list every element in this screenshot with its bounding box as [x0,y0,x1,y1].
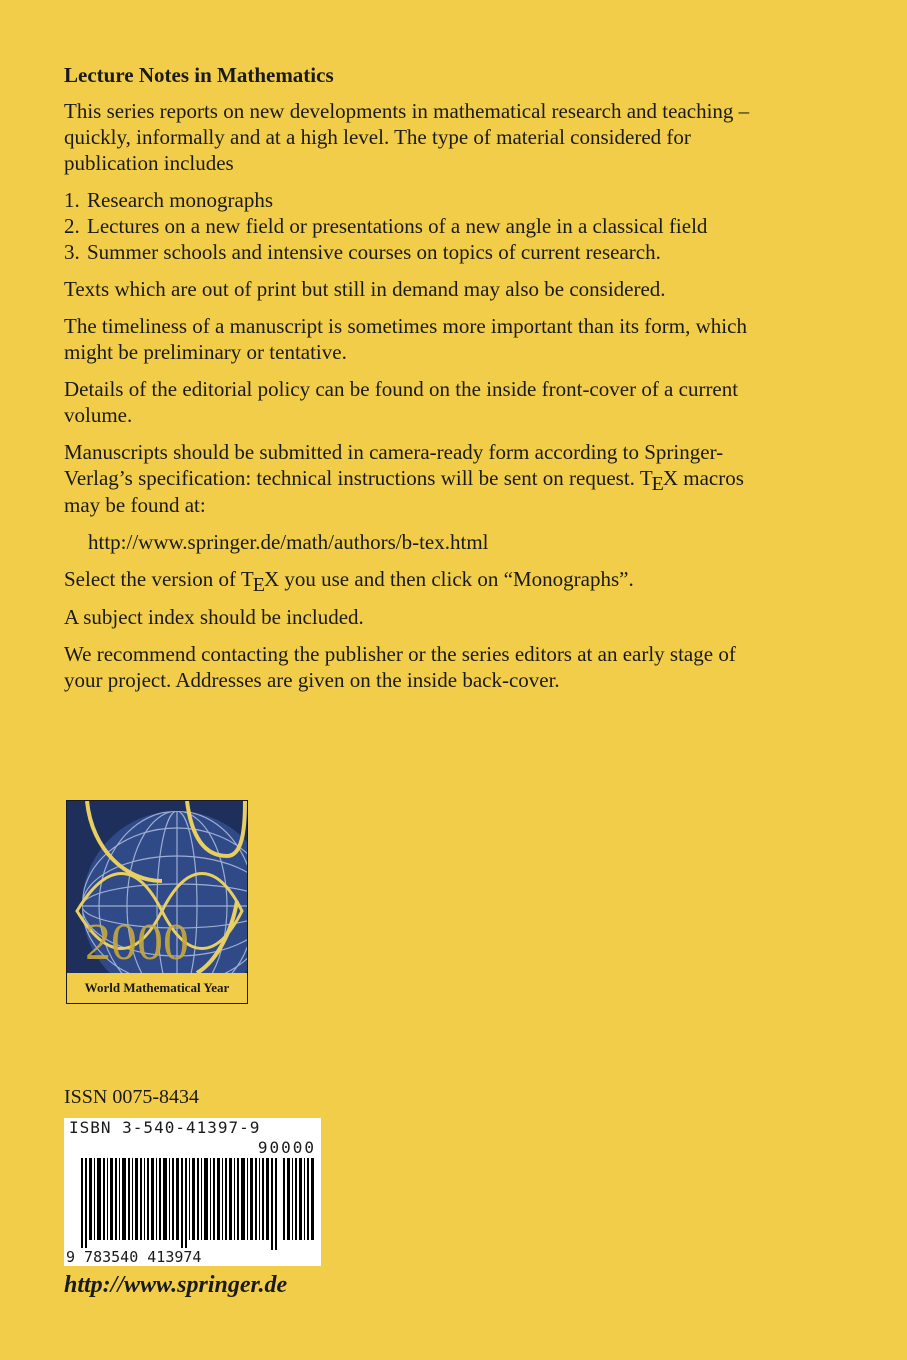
list-item: 2. Lectures on a new field or presentations of a new angle in a classical field [64,214,708,238]
tex-logo: TEX [639,466,679,495]
description-text [64,62,764,704]
barcode-addon: 90000 [257,1138,316,1157]
issn-number: ISSN 0075-8434 [64,1086,200,1108]
tex-logo: TEX [240,567,280,596]
select-paragraph: Select the version of TEX you use and then click on “Monographs”. [64,567,634,596]
isbn-label: ISBN 3-540-41397-9 [69,1118,261,1137]
subject-index-paragraph: A subject index should be included. [64,605,364,629]
isbn-barcode [64,1118,321,1266]
out-of-print-paragraph: Texts which are out of print but still in demand may also be considered. [64,277,666,301]
series-title: Lecture Notes in Mathematics [64,63,334,87]
svg-text:2000: 2000 [85,914,189,971]
manuscripts-paragraph: Manuscripts should be submitted in camera-ready form according to Springer-Verlag’s specification: technical instructions will be sent on request. TEX macros may be found at: [64,440,744,517]
globe-icon [67,801,247,973]
website-link[interactable]: http://www.springer.de [64,1272,288,1298]
barcode-bars [81,1158,317,1250]
list-item: 3. Summer schools and intensive courses on topics of current research. [64,240,661,264]
list-item: 1. Research monographs [64,188,274,212]
world-mathematical-year-logo [66,800,248,1004]
editorial-paragraph: Details of the editorial policy can be found on the inside front-cover of a current volume. [64,377,739,427]
intro-paragraph: This series reports on new developments in mathematical research and teaching – quickly, informally and at a high level. The type of material considered for publication includes [64,99,750,175]
logo-caption: World Mathematical Year [67,973,247,1003]
ean-number: 9 783540 413974 [66,1248,202,1266]
timeliness-paragraph: The timeliness of a manuscript is sometimes more important than its form, which might be preliminary or tentative. [64,314,747,364]
macros-url[interactable]: http://www.springer.de/math/authors/b-tex.html [88,530,489,554]
recommend-paragraph: We recommend contacting the publisher or the series editors at an early stage of your project. Addresses are given on the inside back-cover. [64,642,736,692]
material-list [64,187,764,265]
